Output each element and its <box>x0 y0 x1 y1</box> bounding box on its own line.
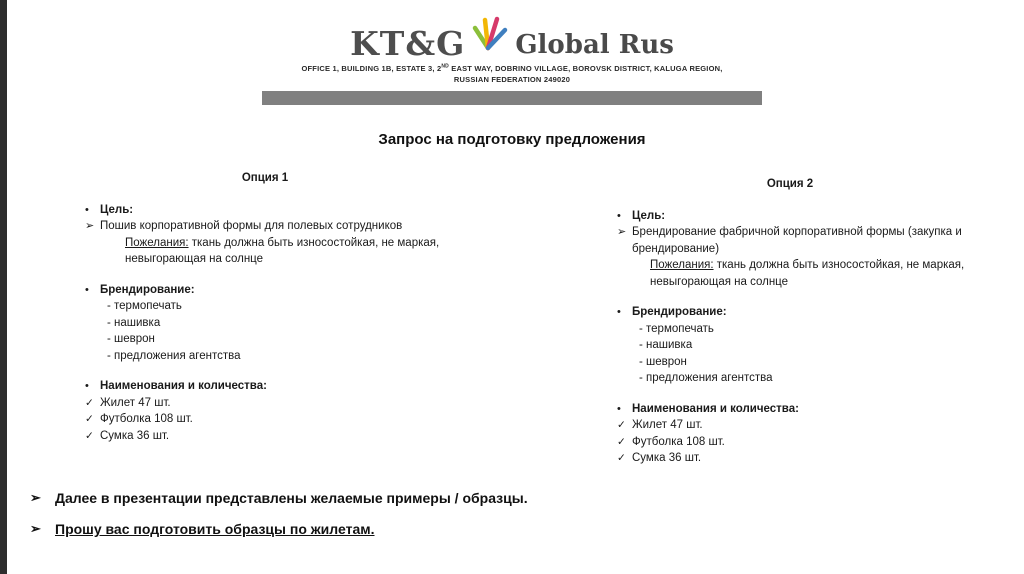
branding-item: - шеврон <box>107 333 155 345</box>
logo <box>0 16 1024 63</box>
bullet-icon: • <box>617 306 621 318</box>
logo-burst-icon <box>469 12 511 56</box>
goal-text-row <box>612 224 992 257</box>
bullet-icon: • <box>617 209 621 222</box>
option-2-header: Опция 2 <box>766 178 814 190</box>
closing-note-row <box>30 490 990 506</box>
wishes-body: ткань должна быть износостойкая, не маркая, невыгорающая на солнце <box>125 236 440 265</box>
letterhead <box>0 16 1024 105</box>
branding-label: Брендирование: <box>100 283 195 296</box>
names-label: Наименования и количества: <box>632 402 799 415</box>
goal-text-row <box>80 218 500 235</box>
address-line2: RUSSIAN FEDERATION 249020 <box>453 75 571 85</box>
check-icon: ✓ <box>617 435 626 448</box>
names-label-row <box>80 378 500 395</box>
bullet-icon: • <box>617 402 621 415</box>
bullet-icon: • <box>85 203 89 216</box>
quantity-row <box>80 395 500 412</box>
quantity-row <box>80 428 500 445</box>
address-ordinal: ND <box>441 63 449 70</box>
check-icon: ✓ <box>617 419 626 431</box>
quantity-item: Жилет 47 шт. <box>100 396 171 409</box>
goal-label: Цель: <box>100 203 134 216</box>
branding-item: - нашивка <box>107 316 161 329</box>
branding-item: - предложения агентства <box>107 349 241 362</box>
arrow-bullet-icon: ➢ <box>85 220 95 232</box>
branding-item: - нашивка <box>639 339 693 351</box>
names-label: Наименования и количества: <box>100 380 267 392</box>
goal-label-row <box>612 208 992 225</box>
check-icon: ✓ <box>617 452 626 464</box>
check-icon: ✓ <box>85 429 94 442</box>
wishes-label: Пожелания: <box>650 259 714 271</box>
wishes-text <box>650 257 988 290</box>
goal-label-row <box>80 202 500 219</box>
quantity-row <box>612 450 992 467</box>
arrow-bullet-icon: ➢ <box>617 226 627 238</box>
quantity-item: Сумка 36 шт. <box>632 452 702 464</box>
branding-item: - предложения агентства <box>639 372 773 384</box>
option-2-column <box>612 176 992 467</box>
divider-bar <box>262 91 762 105</box>
arrow-bullet-icon: ➢ <box>30 521 41 536</box>
branding-item: - термопечать <box>639 322 714 335</box>
page-title: Запрос на подготовку предложения <box>378 131 646 148</box>
closing-notes <box>30 490 990 552</box>
wishes-text <box>125 235 460 268</box>
goal-text: Пошив корпоративной формы для полевых сотрудников <box>100 220 403 232</box>
quantity-item: Сумка 36 шт. <box>100 429 170 442</box>
quantity-item: Футболка 108 шт. <box>632 435 725 448</box>
check-icon: ✓ <box>85 396 94 409</box>
quantity-row <box>80 411 500 428</box>
quantity-item: Футболка 108 шт. <box>100 413 193 425</box>
address-line1-pre: OFFICE 1, BUILDING 1B, ESTATE 3, 2 <box>301 64 442 73</box>
closing-note-row <box>30 521 990 537</box>
quantity-row <box>612 434 992 451</box>
closing-note-1: Далее в презентации представлены желаемые примеры / образцы. <box>55 490 528 506</box>
quantity-row <box>612 417 992 434</box>
branding-item: - шеврон <box>639 355 687 368</box>
branding-label-row <box>612 304 992 321</box>
branding-label-row <box>80 282 500 299</box>
check-icon: ✓ <box>85 413 94 425</box>
address-line1-post: EAST WAY, DOBRINO VILLAGE, BOROVSK DISTRICT, KALUGA REGION, <box>448 64 723 73</box>
option-1-header: Опция 1 <box>241 172 289 184</box>
arrow-bullet-icon: ➢ <box>30 490 41 505</box>
bullet-icon: • <box>85 283 89 296</box>
branding-label: Брендирование: <box>632 306 727 318</box>
brand-wordmark: KT&G <box>350 24 466 63</box>
names-label-row <box>612 401 992 418</box>
wishes-body: ткань должна быть износостойкая, не маркая, невыгорающая на солнце <box>650 259 965 288</box>
wishes-label: Пожелания: <box>125 236 189 249</box>
goal-label: Цель: <box>632 209 666 222</box>
branding-item: - термопечать <box>107 300 182 312</box>
closing-note-2: Прошу вас подготовить образцы по жилетам. <box>55 521 375 537</box>
bullet-icon: • <box>85 380 89 392</box>
quantity-item: Жилет 47 шт. <box>632 419 703 431</box>
goal-text: Брендирование фабричной корпоративной формы (закупка и брендирование) <box>632 226 962 255</box>
option-1-column <box>80 170 500 444</box>
company-address <box>0 63 1024 86</box>
brand-suffix-wordmark: Global Rus <box>515 30 674 61</box>
